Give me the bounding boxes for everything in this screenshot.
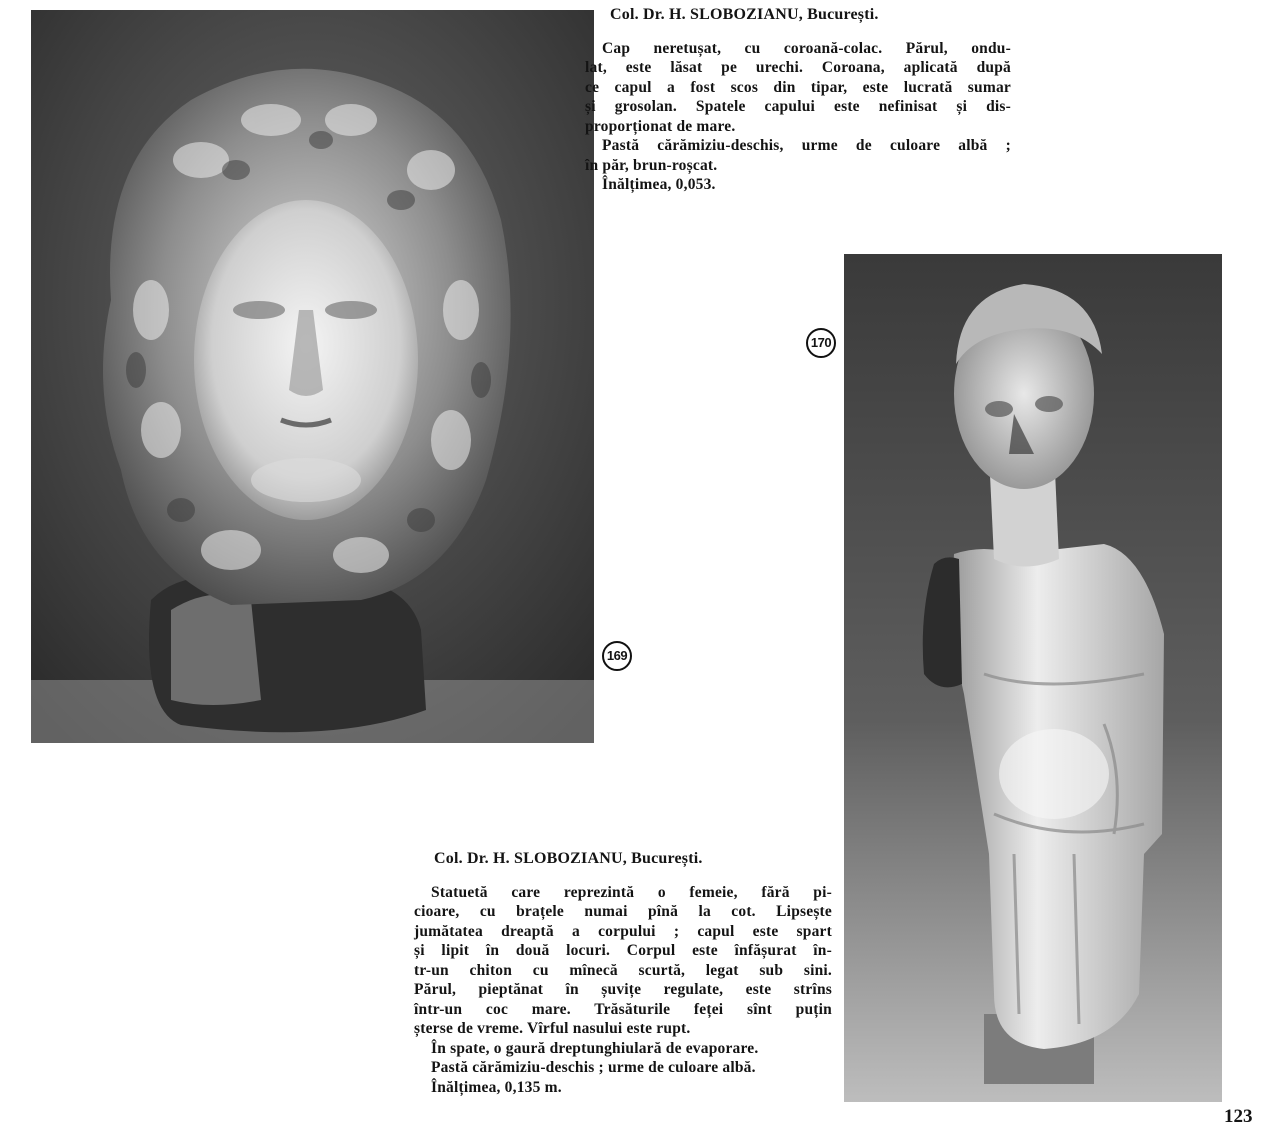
text-line: Statuetă care reprezintă o femeie, fără pi- — [431, 883, 832, 901]
material-169 — [585, 136, 1011, 175]
photo-terracotta-head — [31, 10, 594, 743]
credit-line-169 — [585, 5, 1011, 25]
text-line: Cap neretușat, cu coroană-colac. Părul, ondu- — [602, 39, 1011, 57]
photo-terracotta-statuette — [844, 254, 1222, 1102]
description-170 — [414, 883, 832, 1039]
text-line: și lipit în două locuri. Corpul este înfășurat în- — [414, 942, 832, 959]
page-number: 123 — [1224, 1106, 1253, 1127]
text-line: ce capul a fost scos din tipar, este lucrată sumar — [585, 78, 1011, 96]
height-169: Înălțimea, 0,053. — [602, 176, 716, 193]
credit-line-170 — [414, 849, 832, 869]
height-170: Înălțimea, 0,135 m. — [431, 1078, 562, 1096]
description-169 — [585, 39, 1011, 137]
caption-figure-170 — [414, 849, 832, 1097]
text-line: în păr, brun-roșcat. — [585, 156, 718, 174]
text-line: Pastă cărămiziu-deschis, urme de culoare albă ; — [602, 137, 1011, 154]
credit-label: Col. Dr. H. SLOBOZIANU, București. — [434, 850, 703, 867]
text-line: Părul, pieptănat în șuvițe regulate, este strîns — [414, 981, 832, 998]
note-170: În spate, o gaură dreptunghiulară de evaporare. — [431, 1039, 759, 1057]
credit-label: Col. Dr. H. SLOBOZIANU, București. — [610, 6, 879, 23]
text-line: și grosolan. Spatele capului este nefinisat și dis- — [585, 98, 1011, 115]
text-line: într-un coc mare. Trăsăturile feței sînt puțin — [414, 1000, 832, 1018]
figure-number-170: 170 — [806, 328, 836, 358]
text-line: șterse de vreme. Vîrful nasului este rupt. — [414, 1020, 691, 1037]
text-line: tr-un chiton cu mînecă scurtă, legat sub sini. — [414, 961, 832, 979]
caption-figure-169 — [585, 5, 1011, 195]
text-line: proporționat de mare. — [585, 117, 736, 135]
text-line: cioare, cu brațele numai pînă la cot. Lipsește — [414, 903, 832, 920]
text-line: jumătatea dreaptă a corpului ; capul este spart — [414, 922, 832, 940]
material-170: Pastă cărămiziu-deschis ; urme de culoare albă. — [431, 1059, 756, 1076]
text-line: lat, este lăsat pe urechi. Coroana, aplicată după — [585, 59, 1011, 76]
figure-number-169: 169 — [602, 641, 632, 671]
